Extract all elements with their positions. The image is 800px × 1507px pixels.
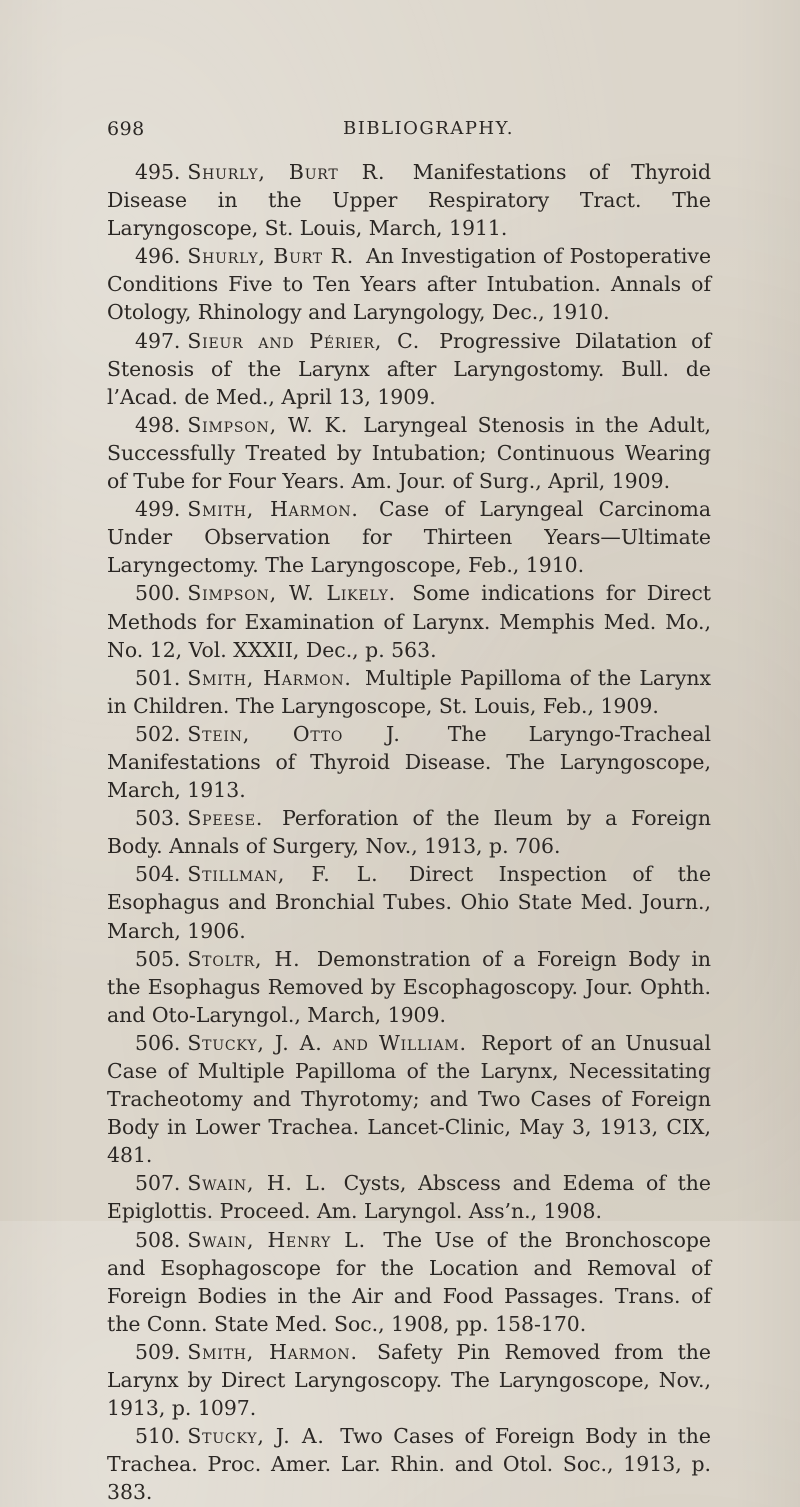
bibliography-entry xyxy=(107,158,711,242)
bibliography-entry xyxy=(107,664,711,720)
entry-number: 506. xyxy=(135,1030,181,1055)
entry-number: 499. xyxy=(135,497,181,522)
bibliography-entry xyxy=(107,327,711,411)
entry-citation: Multiple Papilloma of the Larynx in Children. The Laryngoscope, St. Louis, Feb., 1909. xyxy=(107,665,711,718)
entry-number: 498. xyxy=(135,412,181,437)
entry-citation: Report of an Unusual Case of Multiple Papilloma of the Larynx, Necessitating Tracheotomy and Thyrotomy; and Two Cases of Foreign Body in Lower Trachea. Lancet-Clinic, May 3, 1913, CIX, 481. xyxy=(107,1030,711,1168)
bibliography-entry xyxy=(107,495,711,579)
bibliography-entry xyxy=(107,860,711,944)
running-head xyxy=(107,118,707,142)
entry-author: Stillman, F. L. xyxy=(187,862,379,887)
entry-author: Smith, Harmon. xyxy=(187,665,352,690)
bibliography-list xyxy=(107,158,711,1507)
entry-citation: Case of Laryngeal Carcinoma Under Observation for Thirteen Years—Ultimate Laryngectomy. The Laryngoscope, Feb., 1910. xyxy=(107,497,711,578)
entry-author: Speese. xyxy=(187,806,264,831)
entry-citation: Two Cases of Foreign Body in the Trachea. Proc. Amer. Lar. Rhin. and Otol. Soc., 1913, p. 383. xyxy=(107,1424,711,1505)
entry-author: Sieur and Périer, C. xyxy=(187,328,421,353)
entry-citation: Some indications for Direct Methods for Examination of Larynx. Memphis Med. Mo., No. 12, Vol. XXXII, Dec., p. 563. xyxy=(107,581,711,662)
entry-author: Simpson, W. Likely. xyxy=(187,581,396,606)
entry-citation: An Investigation of Postoperative Conditions Five to Ten Years after Intubation. Annals of Otology, Rhinology and Laryngology, Dec., 1910. xyxy=(107,244,712,325)
bibliography-entry xyxy=(107,1169,711,1225)
entry-author: Swain, Henry L. xyxy=(187,1227,366,1252)
entry-number: 501. xyxy=(135,665,181,690)
bibliography-entry xyxy=(107,1338,711,1422)
entry-citation: The Laryngo-Tracheal Manifestations of Thyroid Disease. The Laryngoscope, March, 1913. xyxy=(107,721,712,803)
entry-number: 510. xyxy=(135,1424,181,1449)
entry-number: 500. xyxy=(135,581,181,606)
entry-number: 504. xyxy=(135,862,181,887)
entry-number: 509. xyxy=(135,1339,181,1364)
running-title: BIBLIOGRAPHY. xyxy=(343,118,514,139)
entry-citation: Safety Pin Removed from the Larynx by Direct Laryngoscopy. The Laryngoscope, Nov., 1913, p. 1097. xyxy=(107,1339,711,1421)
entry-author: Swain, H. L. xyxy=(187,1171,327,1196)
entry-author: Smith, Harmon. xyxy=(187,1339,358,1364)
entry-author: Stein, Otto J. xyxy=(187,721,401,746)
bibliography-entry xyxy=(107,411,711,495)
entry-citation: Perforation of the Ileum by a Foreign Body. Annals of Surgery, Nov., 1913, p. 706. xyxy=(107,806,712,859)
entry-citation: Cysts, Abscess and Edema of the Epiglottis. Proceed. Am. Laryngol. Ass’n., 1908. xyxy=(107,1171,711,1224)
bibliography-entry xyxy=(107,720,711,804)
page-number: 698 xyxy=(107,118,145,140)
entry-author: Stucky, J. A. xyxy=(187,1424,325,1449)
entry-author: Smith, Harmon. xyxy=(187,497,359,522)
entry-number: 505. xyxy=(135,946,181,971)
bibliography-entry xyxy=(107,945,711,1029)
entry-author: Shurly, Burt R. xyxy=(187,160,386,184)
entry-citation: Direct Inspection of the Esophagus and Bronchial Tubes. Ohio State Med. Journ., March, 1906. xyxy=(107,862,712,943)
bibliography-entry xyxy=(107,804,711,860)
entry-number: 496. xyxy=(135,244,181,269)
bibliography-entry xyxy=(107,579,711,663)
entry-number: 503. xyxy=(135,806,181,831)
entry-citation: Laryngeal Stenosis in the Adult, Successfully Treated by Intubation; Continuous Wearing of Tube for Four Years. Am. Jour. of Surg., April, 1909. xyxy=(107,412,711,494)
entry-citation: The Use of the Bronchoscope and Esophagoscope for the Location and Removal of Foreign Bodies in the Air and Food Passages. Trans. of the Conn. State Med. Soc., 1908, pp. 158-170. xyxy=(107,1227,711,1336)
entry-number: 495. xyxy=(135,160,181,184)
entry-number: 508. xyxy=(135,1227,181,1252)
entry-author: Stucky, J. A. and William. xyxy=(187,1030,467,1055)
entry-author: Shurly, Burt R. xyxy=(187,244,355,269)
bibliography-entry xyxy=(107,1029,711,1169)
entry-author: Stoltr, H. xyxy=(187,946,301,971)
entry-citation: Manifestations of Thyroid Disease in the Upper Respiratory Tract. The Laryngoscope, St. Louis, March, 1911. xyxy=(107,160,712,241)
entry-author: Simpson, W. K. xyxy=(187,412,348,437)
entry-number: 497. xyxy=(135,328,181,353)
bibliography-entry xyxy=(107,1422,711,1506)
entry-number: 502. xyxy=(135,721,181,746)
bibliography-entry xyxy=(107,242,711,326)
entry-number: 507. xyxy=(135,1171,181,1196)
entry-citation: Demonstration of a Foreign Body in the Esophagus Removed by Escophagoscopy. Jour. Ophth. and Oto-Laryngol., March, 1909. xyxy=(107,946,712,1027)
bibliography-entry xyxy=(107,1226,711,1338)
entry-citation: Progressive Dilatation of Stenosis of the Larynx after Laryngostomy. Bull. de l’Acad. de Med., April 13, 1909. xyxy=(107,328,711,409)
